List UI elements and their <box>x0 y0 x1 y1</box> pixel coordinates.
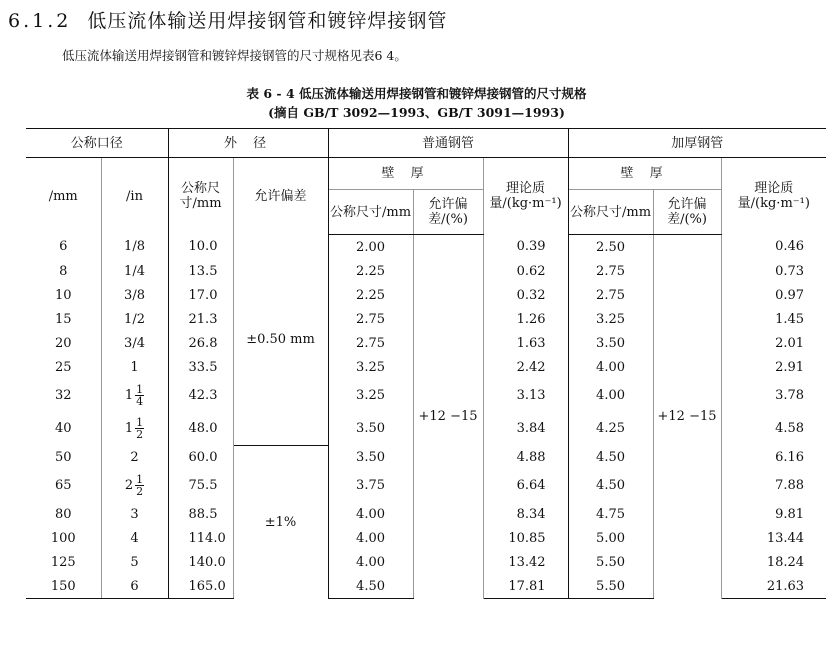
thickened-wall-cell: 4.00 <box>568 379 653 412</box>
nominal-bore-header: 公称口径 <box>26 129 168 158</box>
od-nominal-cell: 26.8 <box>168 331 233 355</box>
ordinary-weight-cell: 8.34 <box>483 502 568 526</box>
table-caption: 表 6 - 4 低压流体输送用焊接钢管和镀锌焊接钢管的尺寸规格 <box>246 86 587 101</box>
ordinary-wall-cell: 4.00 <box>328 502 413 526</box>
od-tolerance-large-cell: ±1% <box>233 445 328 599</box>
od-header: 外 径 <box>168 129 328 158</box>
ordinary-wall-header: 壁 厚 <box>328 158 483 190</box>
ordinary-weight-cell: 17.81 <box>483 574 568 599</box>
ordinary-weight-cell: 1.26 <box>483 307 568 331</box>
thickened-weight-cell: 2.01 <box>775 335 805 351</box>
ordinary-weight-cell: 0.39 <box>483 235 568 260</box>
thickened-wall-cell: 5.50 <box>568 574 653 599</box>
thickened-wall-header: 壁 厚 <box>568 158 721 190</box>
thickened-wall-nominal-header: 公称尺寸/mm <box>568 190 653 235</box>
od-nominal-cell: 114.0 <box>168 526 233 550</box>
ordinary-weight-cell: 3.84 <box>483 412 568 445</box>
thickened-weight-cell: 2.91 <box>775 359 805 375</box>
fraction-numerator: 1 <box>136 383 144 396</box>
ordinary-weight-header: 理论质量/(kg·m⁻¹) <box>483 158 568 235</box>
thickened-wall-cell: 4.50 <box>568 445 653 469</box>
bore-in-cell: 1/4 <box>101 259 168 283</box>
thickened-wall-cell: 5.50 <box>568 550 653 574</box>
ordinary-wall-cell: 4.00 <box>328 550 413 574</box>
bore-mm-cell: 80 <box>26 502 101 526</box>
bore-in-cell: 3 <box>101 502 168 526</box>
ordinary-weight-cell: 3.13 <box>483 379 568 412</box>
section-title: 低压流体输送用焊接钢管和镀锌焊接钢管 <box>87 10 448 32</box>
bore-mm-cell: 32 <box>26 379 101 412</box>
bore-in-cell: 5 <box>101 550 168 574</box>
bore-in-whole: 2 <box>124 478 134 493</box>
od-nominal-header: 公称尺寸/mm <box>168 158 233 235</box>
fraction-denominator: 4 <box>136 395 144 408</box>
od-nominal-cell: 140.0 <box>168 550 233 574</box>
ordinary-wall-cell: 2.25 <box>328 283 413 307</box>
od-nominal-cell: 21.3 <box>168 307 233 331</box>
thickened-weight-cell: 6.16 <box>775 449 805 465</box>
thickened-weight-cell: 7.88 <box>775 478 805 493</box>
od-nominal-cell: 17.0 <box>168 283 233 307</box>
od-nominal-cell: 165.0 <box>168 574 233 599</box>
thickened-weight-cell: 9.81 <box>775 506 805 522</box>
ordinary-weight-cell: 10.85 <box>483 526 568 550</box>
od-tolerance-small-cell: ±0.50 mm <box>233 235 328 446</box>
bore-in-cell <box>101 469 168 502</box>
ordinary-weight-cell: 0.62 <box>483 259 568 283</box>
ordinary-wall-cell: 4.00 <box>328 526 413 550</box>
bore-in-cell: 6 <box>101 574 168 599</box>
ordinary-wall-tolerance-header: 允许偏差/(%) <box>413 190 483 235</box>
bore-mm-cell: 10 <box>26 283 101 307</box>
bore-in-cell: 1/8 <box>101 235 168 260</box>
section-heading <box>8 6 447 33</box>
od-nominal-cell: 88.5 <box>168 502 233 526</box>
ordinary-wall-cell: 3.50 <box>328 445 413 469</box>
od-nominal-cell: 33.5 <box>168 355 233 379</box>
thickened-weight-cell: 0.46 <box>775 239 805 255</box>
bore-in-cell: 1/2 <box>101 307 168 331</box>
od-nominal-cell: 60.0 <box>168 445 233 469</box>
ordinary-weight-cell: 13.42 <box>483 550 568 574</box>
bore-in-whole: 1 <box>124 421 134 436</box>
bore-mm-cell: 8 <box>26 259 101 283</box>
ordinary-weight-cell: 4.88 <box>483 445 568 469</box>
bore-in-fraction <box>135 384 144 407</box>
section-number: 6.1.2 <box>8 10 72 32</box>
ordinary-wall-cell: 3.25 <box>328 355 413 379</box>
pipe-size-table <box>26 128 826 599</box>
ordinary-wall-cell: 2.00 <box>328 235 413 260</box>
fraction-denominator: 2 <box>136 485 144 498</box>
bore-mm-cell: 15 <box>26 307 101 331</box>
bore-mm-header: /mm <box>26 158 101 235</box>
thickened-weight-cell: 4.58 <box>775 421 805 436</box>
ordinary-weight-cell: 0.32 <box>483 283 568 307</box>
thickened-wall-cell: 4.00 <box>568 355 653 379</box>
bore-mm-cell: 20 <box>26 331 101 355</box>
bore-in-cell: 1 <box>101 355 168 379</box>
ordinary-wall-nominal-header: 公称尺寸/mm <box>328 190 413 235</box>
table-source: (摘自 GB/T 3092—1993、GB/T 3091—1993) <box>268 105 565 120</box>
od-nominal-cell: 48.0 <box>168 412 233 445</box>
bore-in-cell <box>101 379 168 412</box>
ordinary-wall-cell: 3.50 <box>328 412 413 445</box>
od-nominal-cell: 75.5 <box>168 469 233 502</box>
bore-mm-cell: 40 <box>26 412 101 445</box>
thickened-wall-cell: 2.75 <box>568 259 653 283</box>
bore-mm-cell: 65 <box>26 469 101 502</box>
od-tolerance-header: 允许偏差 <box>233 158 328 235</box>
ordinary-wall-cell: 2.25 <box>328 259 413 283</box>
thickened-wall-cell: 3.25 <box>568 307 653 331</box>
ordinary-wall-cell: 4.50 <box>328 574 413 599</box>
bore-mm-cell: 150 <box>26 574 101 599</box>
thickened-weight-cell: 0.73 <box>775 263 805 279</box>
bore-mm-cell: 25 <box>26 355 101 379</box>
thickened-weight-cell: 13.44 <box>766 530 805 546</box>
bore-in-header: /in <box>101 158 168 235</box>
ordinary-wall-cell: 2.75 <box>328 331 413 355</box>
bore-mm-cell: 50 <box>26 445 101 469</box>
bore-in-cell: 3/4 <box>101 331 168 355</box>
thickened-wall-cell: 4.25 <box>568 412 653 445</box>
ordinary-wall-cell: 3.25 <box>328 379 413 412</box>
thickened-wall-tolerance-header: 允许偏差/(%) <box>653 190 721 235</box>
ordinary-weight-cell: 2.42 <box>483 355 568 379</box>
thickened-wall-cell: 2.50 <box>568 235 653 260</box>
ordinary-wall-tolerance-cell: +12 −15 <box>413 235 483 599</box>
table-row <box>26 235 826 260</box>
ordinary-weight-cell: 1.63 <box>483 331 568 355</box>
bore-mm-cell: 125 <box>26 550 101 574</box>
thickened-weight-cell: 1.45 <box>775 311 805 327</box>
thickened-wall-cell: 4.75 <box>568 502 653 526</box>
bore-in-cell: 4 <box>101 526 168 550</box>
table-body <box>26 235 826 599</box>
od-nominal-cell: 42.3 <box>168 379 233 412</box>
thickened-wall-cell: 4.50 <box>568 469 653 502</box>
bore-in-fraction <box>135 417 144 440</box>
od-nominal-cell: 10.0 <box>168 235 233 260</box>
ordinary-wall-cell: 2.75 <box>328 307 413 331</box>
od-nominal-cell: 13.5 <box>168 259 233 283</box>
thickened-weight-cell: 21.63 <box>721 574 826 599</box>
thickened-weight-cell: 3.78 <box>775 388 805 403</box>
ordinary-wall-cell: 3.75 <box>328 469 413 502</box>
bore-in-cell <box>101 412 168 445</box>
ordinary-weight-cell: 6.64 <box>483 469 568 502</box>
fraction-numerator: 1 <box>136 416 144 429</box>
bore-mm-cell: 100 <box>26 526 101 550</box>
bore-in-cell: 3/8 <box>101 283 168 307</box>
thickened-wall-cell: 2.75 <box>568 283 653 307</box>
intro-paragraph: 低压流体输送用焊接钢管和镀锌焊接钢管的尺寸规格见表6 4。 <box>62 48 407 63</box>
thickened-wall-tolerance-cell: +12 −15 <box>653 235 721 599</box>
thickened-wall-cell: 3.50 <box>568 331 653 355</box>
bore-in-fraction <box>135 474 144 497</box>
thickened-weight-header: 理论质量/(kg·m⁻¹) <box>737 181 810 212</box>
thickened-wall-cell: 5.00 <box>568 526 653 550</box>
ordinary-pipe-header: 普通钢管 <box>328 129 568 158</box>
fraction-denominator: 2 <box>136 428 144 441</box>
bore-mm-cell: 6 <box>26 235 101 260</box>
thickened-weight-cell: 18.24 <box>766 554 805 570</box>
bore-in-whole: 1 <box>124 388 134 403</box>
thickened-weight-cell: 0.97 <box>775 287 805 303</box>
bore-in-cell: 2 <box>101 445 168 469</box>
fraction-numerator: 1 <box>136 473 144 486</box>
thickened-pipe-header: 加厚钢管 <box>568 129 826 158</box>
